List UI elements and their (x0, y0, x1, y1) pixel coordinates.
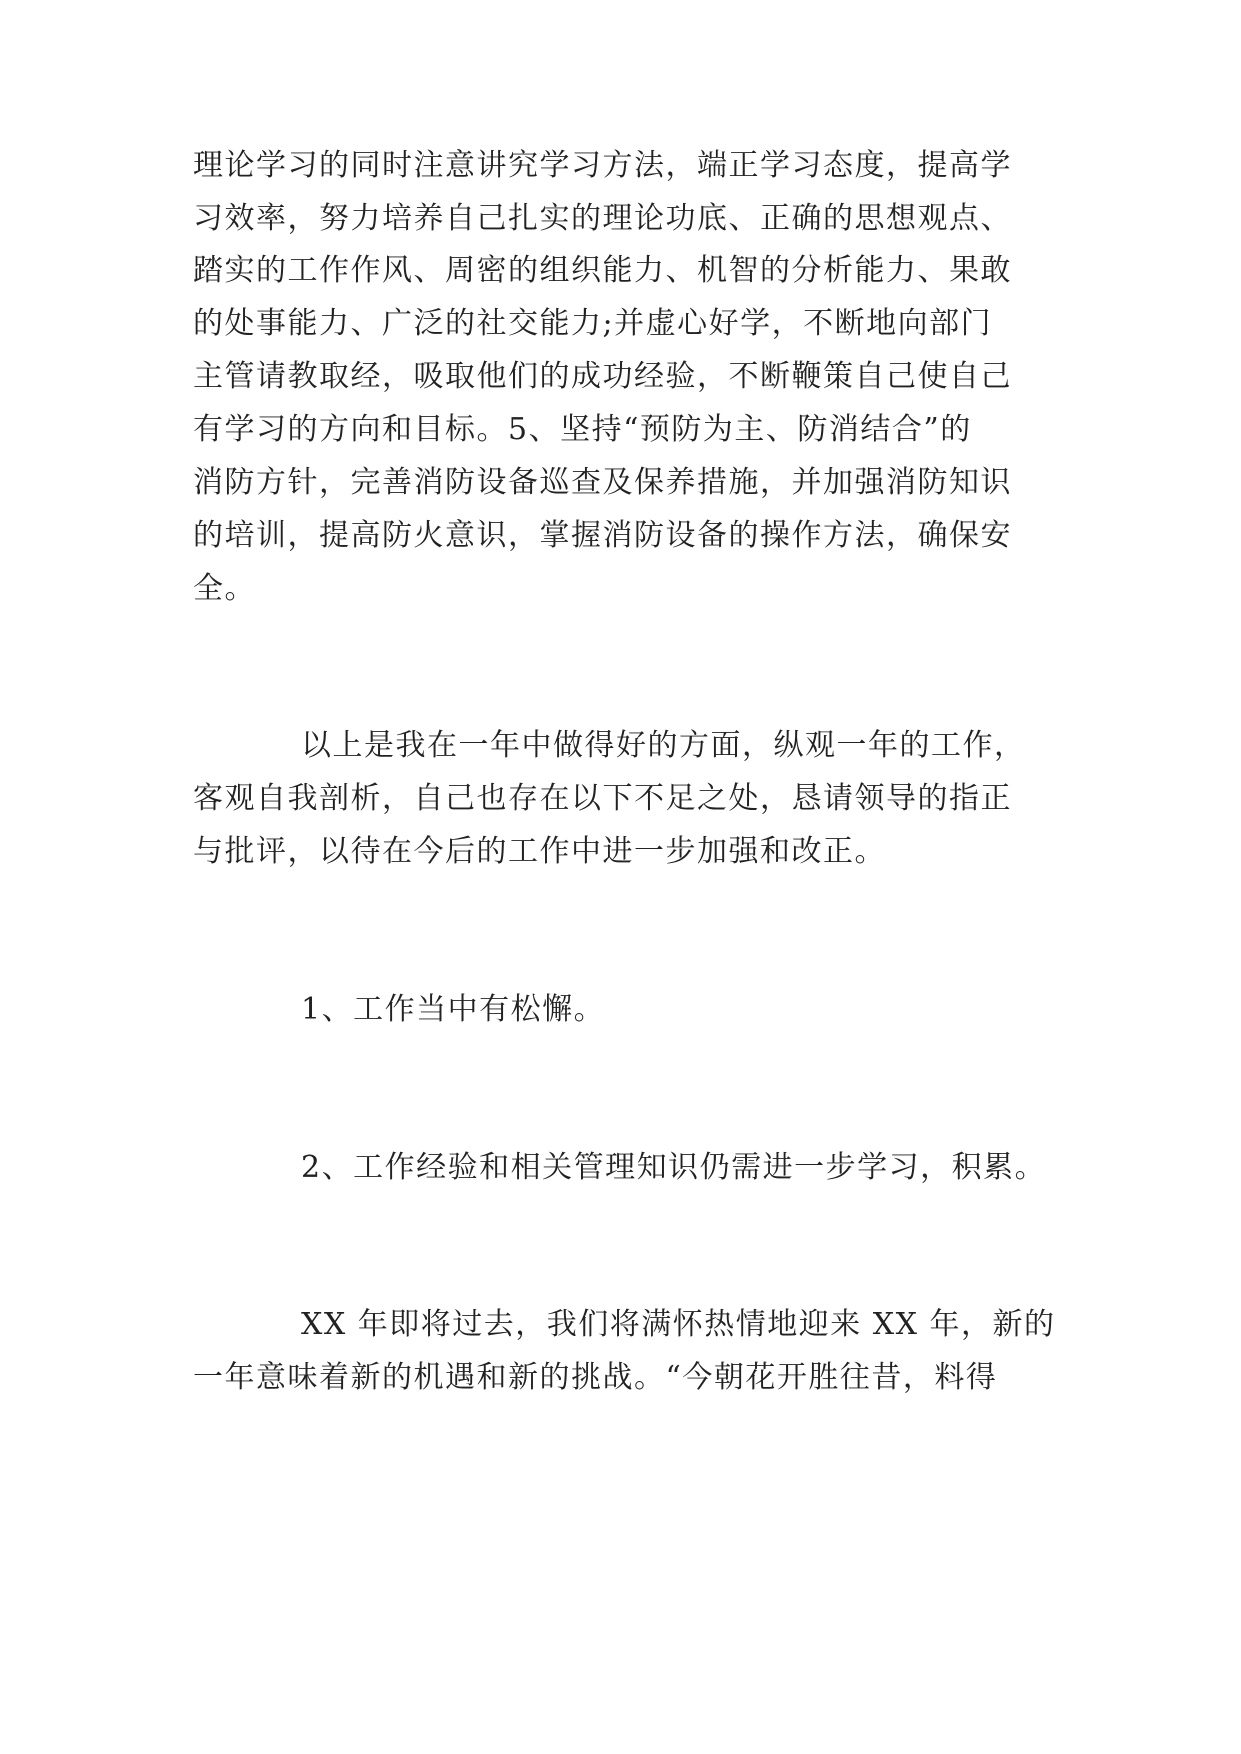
paragraph-line: 全。 (193, 571, 256, 606)
paragraph-line: 习效率，努力培养自己扎实的理论功底、正确的思想观点、 (193, 201, 1012, 236)
paragraph-line: 一年意味着新的机遇和新的挑战。“今朝花开胜往昔，料得 (193, 1360, 998, 1395)
paragraph-line: XX 年即将过去，我们将满怀热情地迎来 XX 年，新的 (301, 1307, 1056, 1342)
paragraph-line: 有学习的方向和目标。5、坚持“预防为主、防消结合”的 (193, 412, 972, 447)
paragraph-line: 消防方针，完善消防设备巡查及保养措施，并加强消防知识 (193, 465, 1012, 500)
paragraph-line: 客观自我剖析，自己也存在以下不足之处，恳请领导的指正 (193, 781, 1012, 816)
shortcoming-item-2: 2、工作经验和相关管理知识仍需进一步学习，积累。 (301, 1150, 1047, 1185)
paragraph-line: 以上是我在一年中做得好的方面，纵观一年的工作， (301, 728, 1026, 763)
paragraph-line: 理论学习的同时注意讲究学习方法，端正学习态度，提高学 (193, 148, 1012, 183)
paragraph-line: 踏实的工作作风、周密的组织能力、机智的分析能力、果敢 (193, 253, 1012, 288)
paragraph-line: 的培训，提高防火意识，掌握消防设备的操作方法，确保安 (193, 518, 1012, 553)
shortcoming-item-1: 1、工作当中有松懈。 (301, 992, 606, 1027)
paragraph-line: 与批评，以待在今后的工作中进一步加强和改正。 (193, 834, 886, 869)
paragraph-line: 主管请教取经，吸取他们的成功经验，不断鞭策自己使自己 (193, 359, 1012, 394)
paragraph-line: 的处事能力、广泛的社交能力;并虚心好学，不断地向部门 (193, 306, 993, 341)
